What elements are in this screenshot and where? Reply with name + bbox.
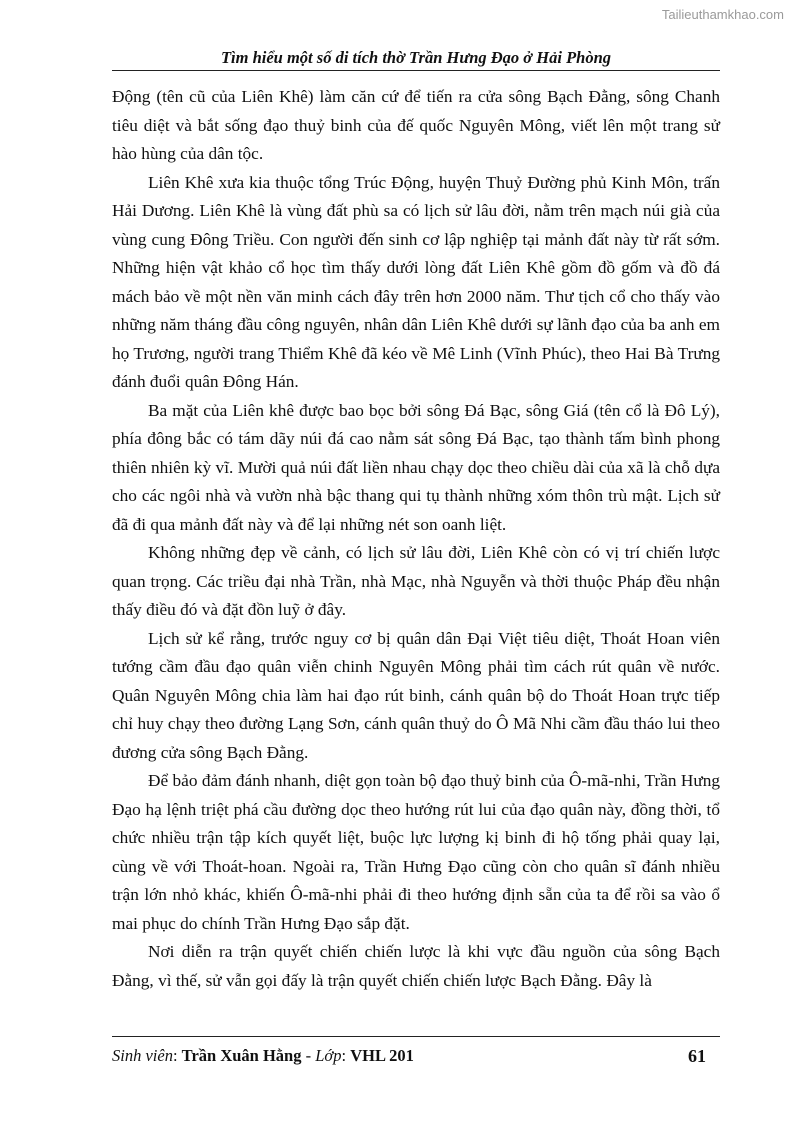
student-label: Sinh viên — [112, 1046, 173, 1065]
student-name: Trần Xuân Hằng — [181, 1046, 302, 1065]
class-value: VHL 201 — [350, 1046, 414, 1065]
paragraph: Ba mặt của Liên khê được bao bọc bởi sông Đá Bạc, sông Giá (tên cổ là Đô Lý), phía đông bắc có tám dãy núi đá cao nằm sát sông Đá Bạc, tạo thành tấm bình phong thiên nhiên kỳ vĩ. Mười quả núi đất liền nhau chạy dọc theo chiều dài của xã là chỗ dựa cho các ngôi nhà và vườn nhà bậc thang qui tụ thành những xóm thôn trù mật. Lịch sử đã đi qua mảnh đất này và để lại những nét son oanh liệt. — [112, 400, 720, 534]
paragraph: Liên Khê xưa kia thuộc tổng Trúc Động, huyện Thuỷ Đường phủ Kinh Môn, trấn Hải Dương. Liên Khê là vùng đất phù sa có lịch sử lâu đời, nằm trên mạch núi già của vùng cung Đông Triều. Con người đến sinh cơ lập nghiệp tại mảnh đất này từ rất sớm. Những hiện vật khảo cổ học tìm thấy dưới lòng đất Liên Khê gồm đồ gốm và đồ đá mách bảo về một nền văn minh cách đây trên hơn 2000 năm. Thư tịch cổ cho thấy vào những năm tháng đầu công nguyên, nhân dân Liên Khê dưới sự lãnh đạo của ba anh em họ Trương, người trang Thiểm Khê đã kéo về Mê Linh (Vĩnh Phúc), theo Hai Bà Trưng đánh đuổi quân Đông Hán. — [112, 172, 720, 391]
body-text — [112, 83, 720, 995]
paragraph: Không những đẹp về cảnh, có lịch sử lâu đời, Liên Khê còn có vị trí chiến lược quan trọng. Các triều đại nhà Trần, nhà Mạc, nhà Nguyễn và thời thuộc Pháp đều nhận thấy điều đó và đặt đồn luỹ ở đây. — [112, 543, 720, 619]
paragraph: Lịch sử kể rằng, trước nguy cơ bị quân dân Đại Việt tiêu diệt, Thoát Hoan viên tướng cầm đầu đạo quân viễn chinh Nguyên Mông phải tìm cách rút quân về nước. Quân Nguyên Mông chia làm hai đạo rút binh, cánh quân bộ do Thoát Hoan trực tiếp chỉ huy chạy theo đường Lạng Sơn, cánh quân thuỷ do Ô Mã Nhi cầm đầu tháo lui theo đương cửa sông Bạch Đằng. — [112, 628, 720, 762]
footer-divider — [112, 1036, 720, 1037]
page-footer: Sinh viên: Trần Xuân Hằng - Lớp: VHL 201 61 — [112, 1046, 706, 1066]
paragraph: Nơi diễn ra trận quyết chiến chiến lược là khi vực đầu nguồn của sông Bạch Đằng, vì thế, sử vẫn gọi đấy là trận quyết chiến chiến lược Bạch Đằng. Đây là — [112, 942, 720, 990]
page-header-title: Tìm hiểu một số di tích thờ Trần Hưng Đạo ở Hải Phòng — [220, 48, 612, 67]
class-label: Lớp — [315, 1046, 342, 1065]
page-number: 61 — [688, 1046, 706, 1066]
header-divider — [112, 70, 720, 71]
paragraph: Động (tên cũ của Liên Khê) làm căn cứ để tiến ra cửa sông Bạch Đằng, sông Chanh tiêu diệt và bắt sống đạo thuỷ binh của đế quốc Nguyên Mông, viết lên một trang sử hào hùng của dân tộc. — [112, 87, 720, 163]
paragraph: Để bảo đảm đánh nhanh, diệt gọn toàn bộ đạo thuỷ binh của Ô-mã-nhi, Trần Hưng Đạo hạ lệnh triệt phá cầu đường dọc theo hướng rút lui của đạo quân này, đồng thời, tổ chức nhiều trận tập kích quyết liệt, buộc lực lượng kị binh đi hộ tống phải quay lại, cùng về với Thoát-hoan. Ngoài ra, Trần Hưng Đạo cũng còn cho quân sĩ đánh nhiều trận lớn nhỏ khác, khiến Ô-mã-nhi phải đi theo hướng định sẵn của ta để rồi sa vào ổ mai phục do chính Trần Hưng Đạo sắp đặt. — [112, 771, 720, 933]
watermark-text: Tailieuthamkhao.com — [661, 7, 784, 22]
